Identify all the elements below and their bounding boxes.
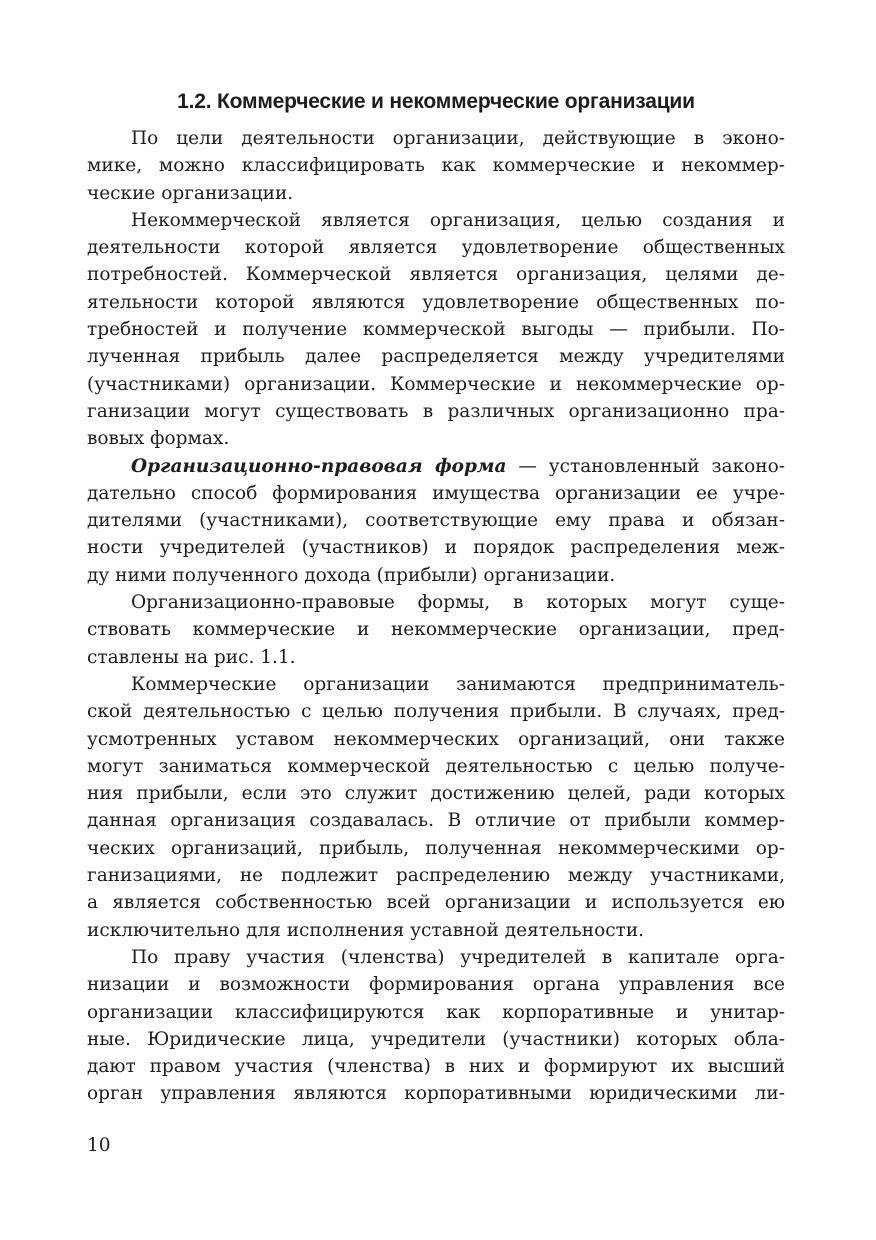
paragraph-legal-form bbox=[87, 453, 785, 589]
document-page bbox=[87, 88, 785, 1108]
text-line: ской деятельностью с целью получения прибыли. В случаях, пред- bbox=[87, 701, 785, 723]
text-line: деятельности которой является удовлетворение общественных bbox=[87, 237, 785, 259]
text-line: исключительно для исполнения уставной деятельности. bbox=[87, 919, 645, 941]
paragraph-figure-reference bbox=[87, 589, 785, 671]
text-line: ду ними полученного дохода (прибыли) организации. bbox=[87, 564, 616, 586]
term-definition: — установленный законо- bbox=[506, 455, 785, 477]
text-line: требностей и получение коммерческой выгоды — прибыли. По- bbox=[87, 319, 785, 341]
text-line: дителями (участниками), соответствующие ему права и обязан- bbox=[87, 510, 785, 532]
text-line: могут заниматься коммерческой деятельностью с целью получе- bbox=[87, 755, 785, 777]
text-line: По цели деятельности организации, действующие в эконо- bbox=[131, 128, 785, 149]
text-line: мике, можно классифицировать как коммерческие и некоммер- bbox=[87, 155, 785, 177]
page-number: 10 bbox=[87, 1135, 111, 1156]
text-line: Некоммерческой является организация, целью создания и bbox=[131, 209, 785, 231]
text-line: данная организация создавалась. В отличие от прибыли коммер- bbox=[87, 810, 785, 832]
text-line: ческие организации. bbox=[87, 182, 294, 204]
text-line: лученная прибыль далее распределяется между учредителями bbox=[87, 346, 785, 368]
text-line: ствовать коммерческие и некоммерческие организации, пред- bbox=[87, 619, 785, 641]
text-line: (участниками) организации. Коммерческие и некоммерческие ор- bbox=[87, 373, 785, 395]
text-line: Организационно-правовые формы, в которых могут суще- bbox=[131, 592, 785, 614]
text-line: ганизации могут существовать в различных организационно пра- bbox=[87, 400, 785, 422]
text-line: усмотренных уставом некоммерческих организаций, они также bbox=[87, 728, 785, 750]
term-lead: Организационно-правовая форма bbox=[131, 455, 507, 477]
text-line: организации классифицируются как корпоративные и унитар- bbox=[87, 1001, 785, 1023]
text-line: а является собственностью всей организации и используется ею bbox=[87, 892, 785, 914]
text-line: вовых формах. bbox=[87, 428, 230, 450]
text-line: дательно способ формирования имущества организации ее учре- bbox=[87, 482, 785, 504]
paragraph-definitions bbox=[87, 207, 785, 453]
text-line: ставлены на рис. 1.1. bbox=[87, 646, 296, 668]
paragraph-commercial bbox=[87, 671, 785, 944]
text-line: По праву участия (членства) учредителей в капитале орга- bbox=[131, 946, 785, 968]
text-line: Коммерческие организации занимаются предприниматель- bbox=[131, 673, 785, 695]
text-line: низации и возможности формирования органа управления все bbox=[87, 974, 785, 996]
section-heading: 1.2. Коммерческие и некоммерческие организации bbox=[177, 90, 695, 113]
text-line: орган управления являются корпоративными юридическими ли- bbox=[87, 1083, 785, 1105]
text-line: ности учредителей (участников) и порядок распределения меж- bbox=[87, 537, 785, 559]
text-line: ческих организаций, прибыль, полученная некоммерческими ор- bbox=[87, 837, 785, 859]
paragraph-purpose bbox=[87, 125, 785, 207]
body-text bbox=[87, 125, 785, 1108]
text-line: ния прибыли, если это служит достижению целей, ради которых bbox=[87, 783, 785, 805]
text-line: ятельности которой являются удовлетворение общественных по- bbox=[87, 291, 785, 313]
text-line bbox=[87, 453, 785, 480]
paragraph-corporate bbox=[87, 944, 785, 1108]
text-line: ные. Юридические лица, учредители (участники) которых обла- bbox=[87, 1028, 785, 1050]
text-line: ганизациями, не подлежит распределению между участниками, bbox=[87, 865, 785, 887]
text-line: дают правом участия (членства) в них и формируют их высший bbox=[87, 1056, 785, 1078]
text-line: потребностей. Коммерческой является организация, целями де- bbox=[87, 264, 785, 286]
